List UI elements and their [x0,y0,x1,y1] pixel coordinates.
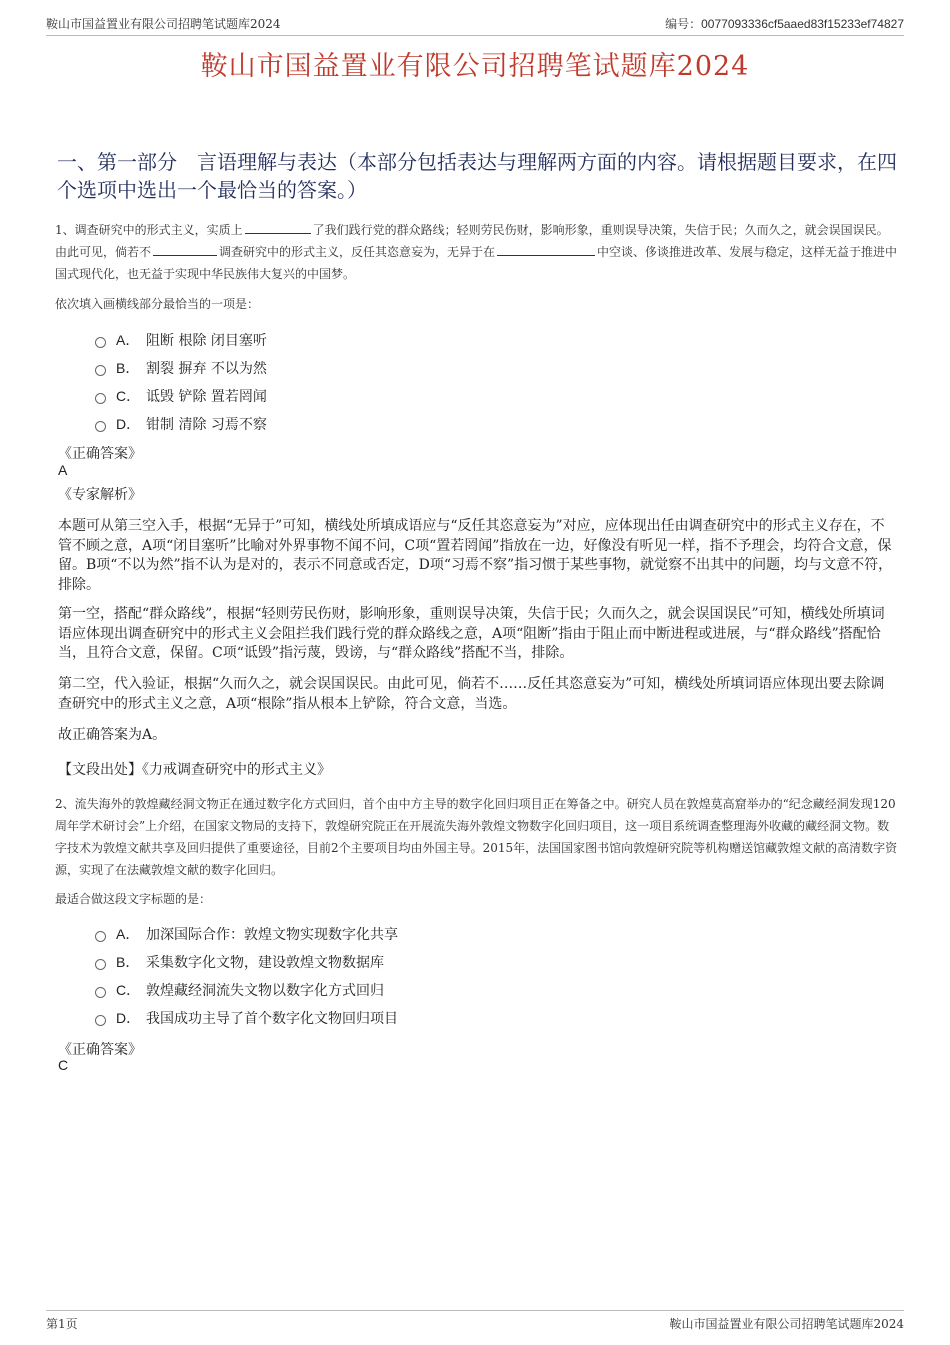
page-title: 鞍山市国益置业有限公司招聘笔试题库2024 [200,51,750,82]
q1-option-d-text: 钳制 清除 习焉不察 [146,417,267,433]
radio-icon[interactable] [95,393,106,404]
q1-source: 【文段出处】《力戒调查研究中的形式主义》 [58,762,331,778]
q1-text-2: 了我们践行党的群众路线；轻则劳民伤财，影响形象，重则误导决策，失信于民；久而久之，就会误国误民。由此可见，倘若不 [55,223,889,259]
section-heading: 一、第一部分 言语理解与表达（本部分包括表达与理解两方面的内容。请根据题目要求，在四个选项中选出一个最恰当的答案。） [57,150,897,202]
q2-option-b[interactable] [95,948,398,976]
q1-answer: A [58,462,68,478]
radio-icon[interactable] [95,1015,106,1026]
radio-icon[interactable] [95,421,106,432]
q2-option-a-key: A． [116,926,140,942]
radio-icon[interactable] [95,337,106,348]
q1-analysis-para-3: 第二空，代入验证，根据“久而久之，就会误国误民。由此可见，倘若不……反任其恣意妄为”可知，横线处所填词语应体现出要去除调查研究中的形式主义之意，A项“根除”指从根本上铲除，符合文意，当选。 [58,676,885,712]
q1-option-d-key: D． [116,416,141,432]
q1-analysis-para-1: 本题可从第三空入手，根据“无异于”可知，横线处所填成语应与“反任其恣意妄为”对应，应体现出任由调查研究中的形式主义存在，不管不顾之意，A项“闭目塞听”比喻对外界事物不闻不问，C项“置若罔闻”指放在一边，好像没有听见一样，指不予理会，均符合文意，保留。B项“不以为然”指不认为是对的，表示不同意或否定，D项“习焉不察”指习惯于某些事物，就觉察不出其中的问题，均与文意不符，排除。 [58,518,893,593]
q1-analysis-label: 《专家解析》 [58,487,142,503]
q1-option-b-text: 割裂 摒弃 不以为然 [146,361,267,377]
q1-option-b[interactable] [95,354,267,382]
q1-blank-2 [153,243,217,256]
footer-page-number: 第1页 [46,1317,78,1331]
page-header [46,15,904,36]
radio-icon[interactable] [95,365,106,376]
radio-icon[interactable] [95,931,106,942]
q1-option-b-key: B． [116,360,140,376]
q2-prompt: 最适合做这段文字标题的是： [55,892,212,906]
q1-prompt: 依次填入画横线部分最恰当的一项是： [55,297,260,311]
q2-option-d-key: D． [116,1010,141,1026]
header-doc-id: 编号：0077093336cf5aaed83f15233ef74827 [665,17,904,31]
q1-blank-3 [497,243,595,256]
q2-option-b-key: B． [116,954,140,970]
q1-option-a-key: A． [116,332,140,348]
q2-options [95,920,398,1032]
q2-option-a[interactable] [95,920,398,948]
q1-text-1: 1、调查研究中的形式主义，实质上 [55,223,243,237]
q1-options [95,326,267,438]
q2-option-c-key: C． [116,982,141,998]
q2-option-d[interactable] [95,1004,398,1032]
page-footer [46,1310,904,1335]
radio-icon[interactable] [95,987,106,998]
q2-option-d-text: 我国成功主导了首个数字化文物回归项目 [146,1011,398,1027]
q1-option-c-text: 诋毁 铲除 置若罔闻 [146,389,267,405]
q1-text-3: 调查研究中的形式主义，反任其恣意妄为，无异于在 [219,245,496,259]
q2-option-b-text: 采集数字化文物，建设敦煌文物数据库 [146,955,384,971]
question-2-stem: 2、流失海外的敦煌藏经洞文物正在通过数字化方式回归，首个由中方主导的数字化回归项目正在筹备之中。研究人员在敦煌莫高窟举办的“纪念藏经洞发现120周年学术研讨会”上介绍，在国家文物局的支持下，敦煌研究院正在开展流失海外敦煌文物数字化回归项目，这一项目系统调查整理海外收藏的藏经洞文物。数字技术为敦煌文献共享及回归提供了重要途径，目前2个主要项目均由外国主导。2015年，法国国家图书馆向敦煌研究院等机构赠送馆藏敦煌文献的高清数字资源，实现了在法藏敦煌文献的数字化回归。 [55,797,898,877]
q1-analysis-para-2: 第一空，搭配“群众路线”，根据“轻则劳民伤财，影响形象，重则误导决策，失信于民；久而久之，就会误国误民”可知，横线处所填词语应体现出调查研究中的形式主义会阻拦我们践行党的群众路线之意，A项“阻断”指由于阻止而中断进程或进展，与“群众路线”搭配恰当，且符合文意，保留。C项“诋毁”指污蔑，毁谤，与“群众路线”搭配不当，排除。 [58,606,885,661]
q1-analysis-para-4: 故正确答案为A。 [58,727,167,743]
footer-doc-title: 鞍山市国益置业有限公司招聘笔试题库2024 [669,1317,904,1331]
question-1-stem [55,219,900,285]
q2-option-c-text: 敦煌藏经洞流失文物以数字化方式回归 [146,983,384,999]
q2-answer: C [58,1057,69,1073]
radio-icon[interactable] [95,959,106,970]
header-doc-title: 鞍山市国益置业有限公司招聘笔试题库2024 [46,17,281,31]
q2-answer-label: 《正确答案》 [58,1042,142,1058]
q1-answer-label: 《正确答案》 [58,446,142,462]
q1-option-c-key: C． [116,388,141,404]
q1-option-c[interactable] [95,382,267,410]
q2-option-a-text: 加深国际合作：敦煌文物实现数字化共享 [146,927,398,943]
q2-option-c[interactable] [95,976,398,1004]
q1-option-a[interactable] [95,326,267,354]
q1-text-4: 中空谈、侈谈推进改革、发展与稳定，这样无益于推进中国式现代化，也无益于实现中华民族伟大复兴的中国梦。 [55,245,898,281]
q1-option-a-text: 阻断 根除 闭目塞听 [146,333,267,349]
q1-blank-1 [245,221,311,234]
q1-option-d[interactable] [95,410,267,438]
